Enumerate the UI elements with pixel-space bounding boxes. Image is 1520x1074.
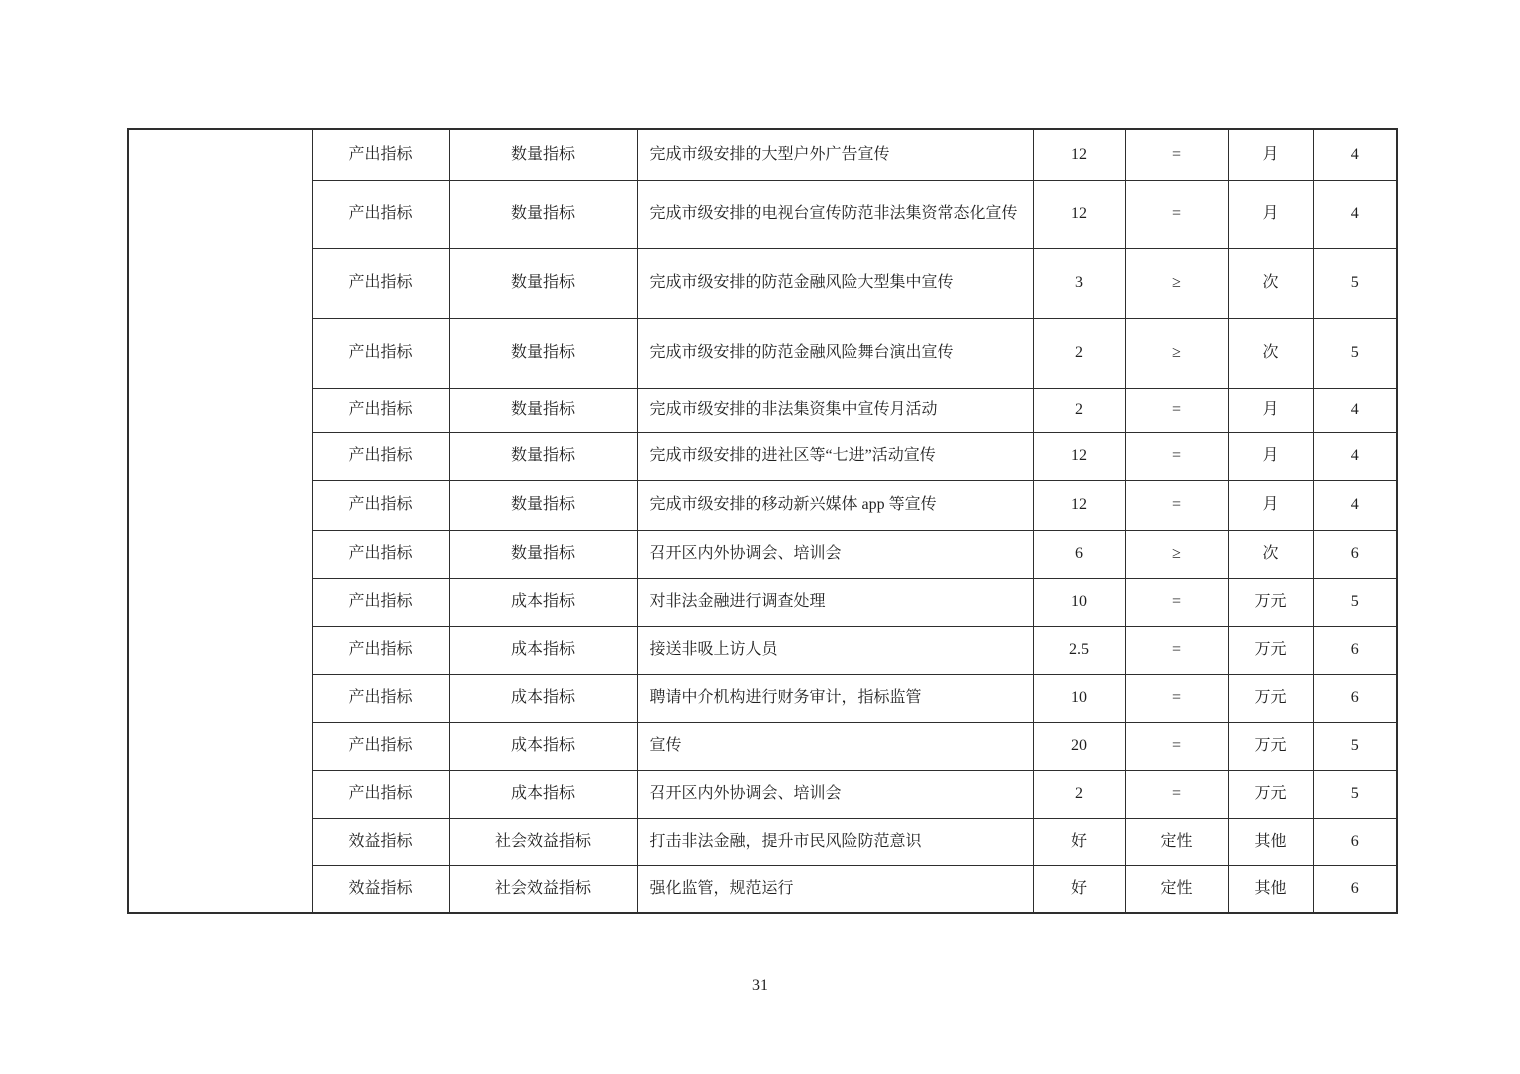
- cell-score: 4: [1313, 180, 1397, 248]
- cell-subcategory: 数量指标: [449, 248, 637, 318]
- cell-score: 4: [1313, 432, 1397, 480]
- cell-description: 完成市级安排的电视台宣传防范非法集资常态化宣传: [637, 180, 1033, 248]
- cell-description: 宣传: [637, 722, 1033, 770]
- cell-description: 打击非法金融，提升市民风险防范意识: [637, 818, 1033, 865]
- cell-category: 产出指标: [312, 248, 449, 318]
- cell-category: 产出指标: [312, 180, 449, 248]
- cell-value: 20: [1033, 722, 1125, 770]
- cell-score: 5: [1313, 770, 1397, 818]
- cell-description: 完成市级安排的防范金融风险大型集中宣传: [637, 248, 1033, 318]
- cell-operator: =: [1125, 674, 1228, 722]
- cell-subcategory: 成本指标: [449, 722, 637, 770]
- page-number: 31: [752, 977, 768, 994]
- cell-value: 12: [1033, 129, 1125, 180]
- cell-score: 5: [1313, 248, 1397, 318]
- table-row: [128, 818, 1397, 865]
- cell-unit: 万元: [1228, 578, 1313, 626]
- cell-subcategory: 数量指标: [449, 180, 637, 248]
- cell-value: 2: [1033, 388, 1125, 432]
- cell-category: 产出指标: [312, 626, 449, 674]
- cell-subcategory: 数量指标: [449, 318, 637, 388]
- cell-category: 产出指标: [312, 318, 449, 388]
- cell-subcategory: 成本指标: [449, 770, 637, 818]
- cell-score: 5: [1313, 578, 1397, 626]
- cell-category: 产出指标: [312, 674, 449, 722]
- cell-operator: =: [1125, 626, 1228, 674]
- cell-operator: ≥: [1125, 530, 1228, 578]
- performance-indicator-table: [127, 128, 1398, 914]
- cell-category: 产出指标: [312, 722, 449, 770]
- cell-value: 10: [1033, 578, 1125, 626]
- cell-score: 6: [1313, 626, 1397, 674]
- cell-value: 好: [1033, 818, 1125, 865]
- cell-category: 产出指标: [312, 432, 449, 480]
- merged-group-cell: [128, 129, 312, 913]
- cell-operator: =: [1125, 578, 1228, 626]
- cell-operator: =: [1125, 770, 1228, 818]
- cell-operator: =: [1125, 432, 1228, 480]
- cell-unit: 其他: [1228, 818, 1313, 865]
- table-row: [128, 530, 1397, 578]
- cell-category: 效益指标: [312, 865, 449, 913]
- cell-value: 2.5: [1033, 626, 1125, 674]
- cell-value: 12: [1033, 432, 1125, 480]
- table-row: [128, 248, 1397, 318]
- cell-unit: 月: [1228, 129, 1313, 180]
- cell-score: 6: [1313, 674, 1397, 722]
- cell-unit: 月: [1228, 388, 1313, 432]
- cell-category: 产出指标: [312, 129, 449, 180]
- table-row: [128, 480, 1397, 530]
- cell-unit: 万元: [1228, 626, 1313, 674]
- cell-operator: =: [1125, 180, 1228, 248]
- cell-description: 完成市级安排的进社区等“七进”活动宣传: [637, 432, 1033, 480]
- cell-unit: 万元: [1228, 770, 1313, 818]
- cell-subcategory: 成本指标: [449, 674, 637, 722]
- cell-description: 完成市级安排的大型户外广告宣传: [637, 129, 1033, 180]
- cell-category: 产出指标: [312, 770, 449, 818]
- cell-description: 对非法金融进行调查处理: [637, 578, 1033, 626]
- cell-description: 完成市级安排的防范金融风险舞台演出宣传: [637, 318, 1033, 388]
- cell-description: 接送非吸上访人员: [637, 626, 1033, 674]
- cell-description: 召开区内外协调会、培训会: [637, 530, 1033, 578]
- table-row: [128, 722, 1397, 770]
- cell-value: 好: [1033, 865, 1125, 913]
- cell-score: 4: [1313, 480, 1397, 530]
- cell-score: 4: [1313, 129, 1397, 180]
- cell-subcategory: 数量指标: [449, 388, 637, 432]
- cell-score: 6: [1313, 530, 1397, 578]
- cell-value: 12: [1033, 180, 1125, 248]
- cell-operator: =: [1125, 388, 1228, 432]
- table-row: [128, 674, 1397, 722]
- cell-description: 完成市级安排的移动新兴媒体 app 等宣传: [637, 480, 1033, 530]
- cell-operator: ≥: [1125, 318, 1228, 388]
- cell-score: 5: [1313, 318, 1397, 388]
- cell-description: 召开区内外协调会、培训会: [637, 770, 1033, 818]
- cell-unit: 月: [1228, 432, 1313, 480]
- table-row: [128, 626, 1397, 674]
- cell-operator: ≥: [1125, 248, 1228, 318]
- cell-category: 产出指标: [312, 480, 449, 530]
- table-body: [128, 129, 1397, 913]
- cell-score: 4: [1313, 388, 1397, 432]
- cell-category: 效益指标: [312, 818, 449, 865]
- cell-operator: =: [1125, 480, 1228, 530]
- cell-unit: 万元: [1228, 722, 1313, 770]
- cell-subcategory: 数量指标: [449, 432, 637, 480]
- cell-description: 强化监管，规范运行: [637, 865, 1033, 913]
- cell-subcategory: 成本指标: [449, 626, 637, 674]
- cell-unit: 月: [1228, 180, 1313, 248]
- cell-subcategory: 社会效益指标: [449, 818, 637, 865]
- cell-value: 3: [1033, 248, 1125, 318]
- table-row: [128, 865, 1397, 913]
- table-row: [128, 318, 1397, 388]
- cell-value: 12: [1033, 480, 1125, 530]
- cell-value: 6: [1033, 530, 1125, 578]
- cell-subcategory: 数量指标: [449, 530, 637, 578]
- cell-unit: 次: [1228, 248, 1313, 318]
- cell-unit: 其他: [1228, 865, 1313, 913]
- table-row: [128, 770, 1397, 818]
- cell-unit: 月: [1228, 480, 1313, 530]
- cell-operator: =: [1125, 722, 1228, 770]
- cell-unit: 万元: [1228, 674, 1313, 722]
- table-row: [128, 578, 1397, 626]
- table-row: [128, 388, 1397, 432]
- cell-category: 产出指标: [312, 578, 449, 626]
- cell-unit: 次: [1228, 530, 1313, 578]
- cell-subcategory: 数量指标: [449, 480, 637, 530]
- cell-unit: 次: [1228, 318, 1313, 388]
- cell-operator: 定性: [1125, 818, 1228, 865]
- cell-description: 聘请中介机构进行财务审计，指标监管: [637, 674, 1033, 722]
- cell-value: 2: [1033, 318, 1125, 388]
- cell-subcategory: 数量指标: [449, 129, 637, 180]
- cell-value: 10: [1033, 674, 1125, 722]
- cell-subcategory: 社会效益指标: [449, 865, 637, 913]
- cell-score: 6: [1313, 865, 1397, 913]
- cell-value: 2: [1033, 770, 1125, 818]
- table-row: [128, 129, 1397, 180]
- cell-category: 产出指标: [312, 530, 449, 578]
- cell-operator: 定性: [1125, 865, 1228, 913]
- cell-description: 完成市级安排的非法集资集中宣传月活动: [637, 388, 1033, 432]
- cell-score: 5: [1313, 722, 1397, 770]
- table-row: [128, 432, 1397, 480]
- cell-score: 6: [1313, 818, 1397, 865]
- cell-operator: =: [1125, 129, 1228, 180]
- table-row: [128, 180, 1397, 248]
- cell-subcategory: 成本指标: [449, 578, 637, 626]
- cell-category: 产出指标: [312, 388, 449, 432]
